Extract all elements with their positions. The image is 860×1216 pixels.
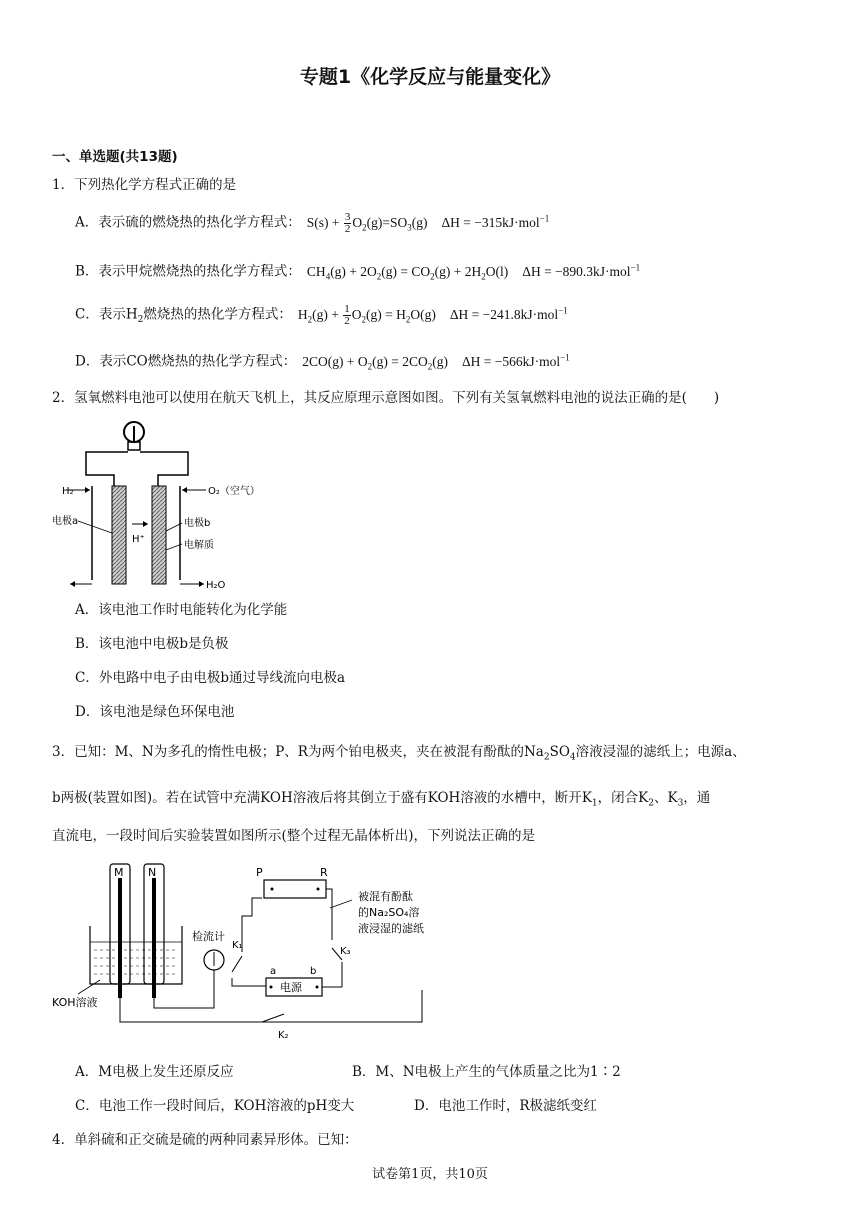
fig-h2-label: H₂ (62, 486, 74, 497)
q1-stem: 1．下列热化学方程式正确的是 (52, 177, 237, 193)
fig-note-3: 液浸湿的滤纸 (358, 922, 424, 935)
fig-hplus: H⁺ (132, 534, 145, 545)
fig-meter-label: 检流计 (192, 930, 225, 943)
fig-electrode-a: 电极a (52, 516, 79, 527)
fig-k1-label: K₁ (232, 940, 243, 951)
fig-b-label: b (310, 966, 317, 977)
q2-option-d: D．该电池是绿色环保电池 (75, 704, 235, 720)
electrolysis-diagram (52, 856, 462, 1046)
q2-stem: 2．氢氧燃料电池可以使用在航天飞机上，其反应原理示意图如图。下列有关氢氧燃料电池的说法正确的是( ) (52, 390, 720, 406)
fig-p-label: P (256, 866, 263, 879)
q2-option-c: C．外电路中电子由电极b通过导线流向电极a (75, 670, 346, 686)
q1-option-c: C．表示$H_2$燃烧热的热化学方程式： $H_2(g)$ + $\frac{1}{2}$ $O_2(g) = H_2O(g) \Delta H = -241.8kJ\cdot mol^{-1}$ (75, 302, 568, 327)
fig-n-label: N (148, 866, 157, 879)
fig-r-label: R (320, 866, 328, 879)
fig-k2-label: K₂ (278, 1030, 289, 1041)
fig-a-label: a (270, 966, 277, 977)
q2-option-b: B．该电池中电极b是负极 (75, 636, 229, 652)
fig-source-label: 电源 (280, 981, 302, 994)
q3-option-c: C．电池工作一段时间后，KOH溶液的pH变大 (75, 1098, 355, 1114)
q3-option-d: D．电池工作时，R极滤纸变红 (414, 1098, 597, 1114)
q1-option-b: B．表示甲烷燃烧热的热化学方程式： $CH_4(g) + 2O_2(g) = CO_2(g) + 2H_2O(l) \Delta H = -890.3kJ\cdot mol^{-1}$ (75, 262, 641, 282)
page-title: 专题1《化学反应与能量变化》 (299, 66, 561, 88)
fig-o2-label: O₂（空气） (208, 486, 260, 497)
fig-m-label: M (114, 866, 124, 879)
fuel-cell-diagram (52, 418, 262, 593)
fig-note-1: 被混有酚酞 (358, 890, 413, 903)
section-heading: 一、单选题(共13题) (52, 149, 178, 165)
fig-electrolyte: 电解质 (184, 540, 214, 551)
page-footer: 试卷第1页，共10页 (372, 1167, 488, 1182)
q3-option-b: B．M、N电极上产生的气体质量之比为1∶2 (352, 1064, 621, 1080)
fig-note-2: 的Na₂SO₄溶 (358, 906, 420, 919)
q3-line-2: b两极(装置如图)。若在试管中充满KOH溶液后将其倒立于盛有KOH溶液的水槽中，断开$K_1$，闭合$K_2$、$K_3$，通 (52, 790, 711, 809)
q3-line-1: 3．已知：M、N为多孔的惰性电极；P、R为两个铂电极夹，夹在被混有酚酞的$Na_2SO_4$溶液浸湿的滤纸上；电源a、 (52, 744, 746, 763)
q2-option-a: A．该电池工作时电能转化为化学能 (75, 602, 288, 618)
fig-electrode-b: 电极b (184, 518, 211, 529)
q1-option-a: A．表示硫的燃烧热的热化学方程式： S(s) + $\frac{3}{2}$ $O_2(g)=SO_3(g) \Delta H = -315kJ\cdot mol^{-1}$ (75, 210, 550, 235)
fig-h2o: H₂O (206, 580, 226, 591)
q3-option-a: A．M电极上发生还原反应 (75, 1064, 234, 1080)
fig-k3-label: K₃ (340, 946, 351, 957)
fig-koh-label: KOH溶液 (52, 996, 98, 1009)
q3-line-3: 直流电，一段时间后实验装置如图所示(整个过程无晶体析出)，下列说法正确的是 (52, 828, 536, 844)
q4-stem: 4．单斜硫和正交硫是硫的两种同素异形体。已知： (52, 1132, 358, 1148)
q1-option-d: D．表示CO燃烧热的热化学方程式： $2CO(g) + O_2(g) = 2CO_2(g) \Delta H = -566kJ\cdot mol^{-1}$ (75, 352, 570, 372)
